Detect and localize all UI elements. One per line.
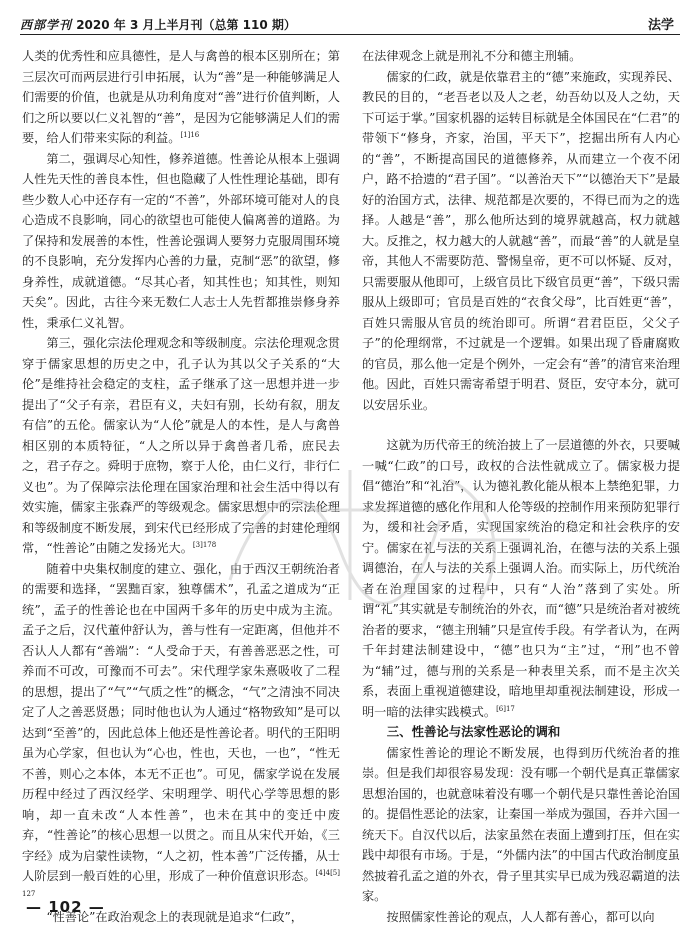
paragraph: 儒家的仁政，就是依靠君主的“德”来施政，实现养民、教民的目的，“老吾老以及人之老，幼吾幼以及人之幼，天下可运于掌。”国家机器的运转目标就是全体国民在“仁君”的带领下“修身，齐家，治国，平天下”，挖掘出所有人内心的“善”，不断提高国民的道德修养，从而建立一个夜不闭户，路不拾遗的“君子国”。“以善治天下”“以德治天下”是最好的治国方式，法律、规范都是次要的，不得已而为之的选择。人越是“善”，那么他所达到的境界就越高，权力就越大。反推之，权力越大的人就越“善”，而最“善”的人就是皇帝，其他人不需要防范、警惕皇帝，更不可以怀疑、反对，只需要服从他即可，上级官员比下级官员更“善”，下级只需服从上级即可；官员是百姓的“衣食父母”，比百姓更“善”，百姓只需服从官员的统治即可。所谓“君君臣臣，父父子子”的伦理纲常，不过就是一个逻辑。如果出现了昏庸腐败的官员，那么他一定是个例外，一定会有“善”的清官来治理他。因此，百姓只需寄希望于明君、贤臣，安守本分，就可以安居乐业。 [362,69,680,412]
paragraph: 按照儒家性善论的观点，人人都有善心，都可以向 [386,909,655,924]
journal-name: 西部学刊 [20,18,73,32]
footnote-ref: [1]16 [180,130,200,139]
journal-header [20,16,296,33]
page-number: — 102 — [26,898,105,916]
footnote-ref: [6]17 [496,704,515,713]
paragraph: 这就为历代帝王的统治披上了一层道德的外衣，只要喊一喊“仁政”的口号，政权的合法性就成立了。儒家极力提倡“德治”和“礼治”，认为德礼教化能从根本上禁绝犯罪，力求发挥道德的感化作用和人伦等级的控制作用来预防犯罪行为，缓和社会矛盾，实现国家统治的稳定和社会秩序的安宁。儒家在礼与法的关系上强调礼治，在德与法的关系上强调德治，在人与法的关系上强调人治。而实际上，历代统治者在治理国家的过程中，只有“人治”落到了实处。所谓“礼”其实就是专制统治的外衣，而“德”只是统治者对被统治者的要求，“德主刑辅”只是宣传手段。有学者认为，在两千年封建法制建设中，“德”也只为“主”过，“刑”也不曾为“辅”过，德与刑的关系是一种表里关系，而不是主次关系，表面上重视道德建设，暗地里却重视法制建设，形成一明一暗的法律实践模式。$^{[6]17}$ [362,438,680,719]
section-heading: 三、性善论与法家性恶论的调和 [386,724,561,739]
section-label: 法学 [647,18,674,33]
paragraph: “性善论”在政治观念上的表现就是追求“仁政”， [46,910,303,924]
paragraph: 第二，强调尽心知性，修养道德。性善论从根本上强调人性先天性的善良本性，但也隐藏了人性性理论基础，即有些少数人心中还存有一定的“不善”，外部环境可能对人的良心造成不良影响，同心的欲望也可能使人偏离善的道路。为了保持和发展善的本性，性善论强调人要努力克服周围环境的不良影响，充分发挥内心善的力量，克制“恶”的欲望，修身养性，成就道德。“尽其心者，知其性也；知其性，则知天矣”。因此，古往今来无数仁人志士人先哲都推崇修身养性，秉承仁义礼智。 [22,151,340,330]
footnote-ref: [3]178 [192,540,217,549]
paragraph: 儒家性善论的理论不断发展，也得到历代统治者的推崇。但是我们却很容易发现：没有哪一个朝代是真正靠儒家思想治国的，也就意味着没有哪一个朝代是只靠性善论治国的。提倡性恶论的法家，让秦国一举成为强国，吞并六国一统天下。自汉代以后，法家虽然在表面上遭到打压，但在实践中却很有市场。于是，“外儒内法”的中国古代政治制度虽然披着孔孟之道的外衣，骨子里其实早已成为残忍霸道的法家。 [362,745,680,903]
paragraph: 人类的优秀性和应具德性，是人与禽兽的根本区别所在；第三层次可而两层进行引申拓展，认为“善”是一种能够满足人们需要的价值，也就是从功利角度对“善”进行价值判断，人们之所以要以仁义礼智的“善”，是因为它能够满足人们的需要，给人们带来实际的利益。$^{[1]16}$ [22,49,340,145]
paragraph: 随着中央集权制度的建立、强化，由于西汉王朝统治者的需要和选择，“罢黜百家，独尊儒术”，孔孟之道成为“正统”，孟子的性善论也在中国两千多年的历史中成为主流。孟子之后，汉代董仲舒认为，善与性有一定距离，但他并不否认人人都有“善端”：“人受命于天，有善善恶恶之性，可养而不可改，可豫而不可去”。宋代理学家朱熹吸收了二程的思想，提出了“气”“气质之性”的概念，“气”之清浊不同决定了人之善恶贤愚；同时他也认为人通过“格物致知”是可以达到“至善”的，因此总体上他还是性善论者。明代的王阳明虽为心学家，但也认为“心也，性也，天也，一也”，“性无不善，则心之本体，本无不正也”。可见，儒家学说在发展历程中经过了西汉经学、宋明理学、明代心学等思想的影响，却一直未改“人本性善”，也未在其中的变迁中废弃，“性善论”的核心思想一以贯之。而且从宋代开始，《三字经》成为启蒙性读物，“人之初，性本善”广泛传播，从士人阶层到一般百姓的心里，形成了一种价值意识形态。$^{[4]4[5]127}$ [22,561,340,898]
right-column [362,46,680,924]
issue-info: 2020 年 3 月上半月刊（总第 110 期） [76,18,296,32]
footnote-ref: [4]4 [315,868,331,877]
paragraph: 在法律观念上就是刑礼不分和德主刑辅。 [362,49,582,63]
paragraph: 第三，强化宗法伦理观念和等级制度。宗法伦理观念贯穿于儒家思想的历史之中，孔子认为其以父子关系的“大伦”是维持社会稳定的支柱，孟子继承了这一思想并进一步提出了“父子有亲，君臣有义，夫妇有别，长幼有叙，朋友有信”的五伦。儒家认为“人伦”就是人的本性，是人与禽兽相区别的本质特征，“人之所以异于禽兽者几希，庶民去之，君子存之。舜明于庶物，察于人伦，由仁义行，非行仁义也”。为了保障宗法伦理在国家治理和社会生活中得以有效实施，儒家主张森严的等级观念。儒家思想中的宗法伦理和等级制度不断发展，到宋代已经形成了完善的封建伦理纲常，“性善论”由随之发扬光大。$^{[3]178}$ [22,336,340,555]
running-header [20,14,680,35]
footnote-ref: [5]127 [22,868,340,898]
